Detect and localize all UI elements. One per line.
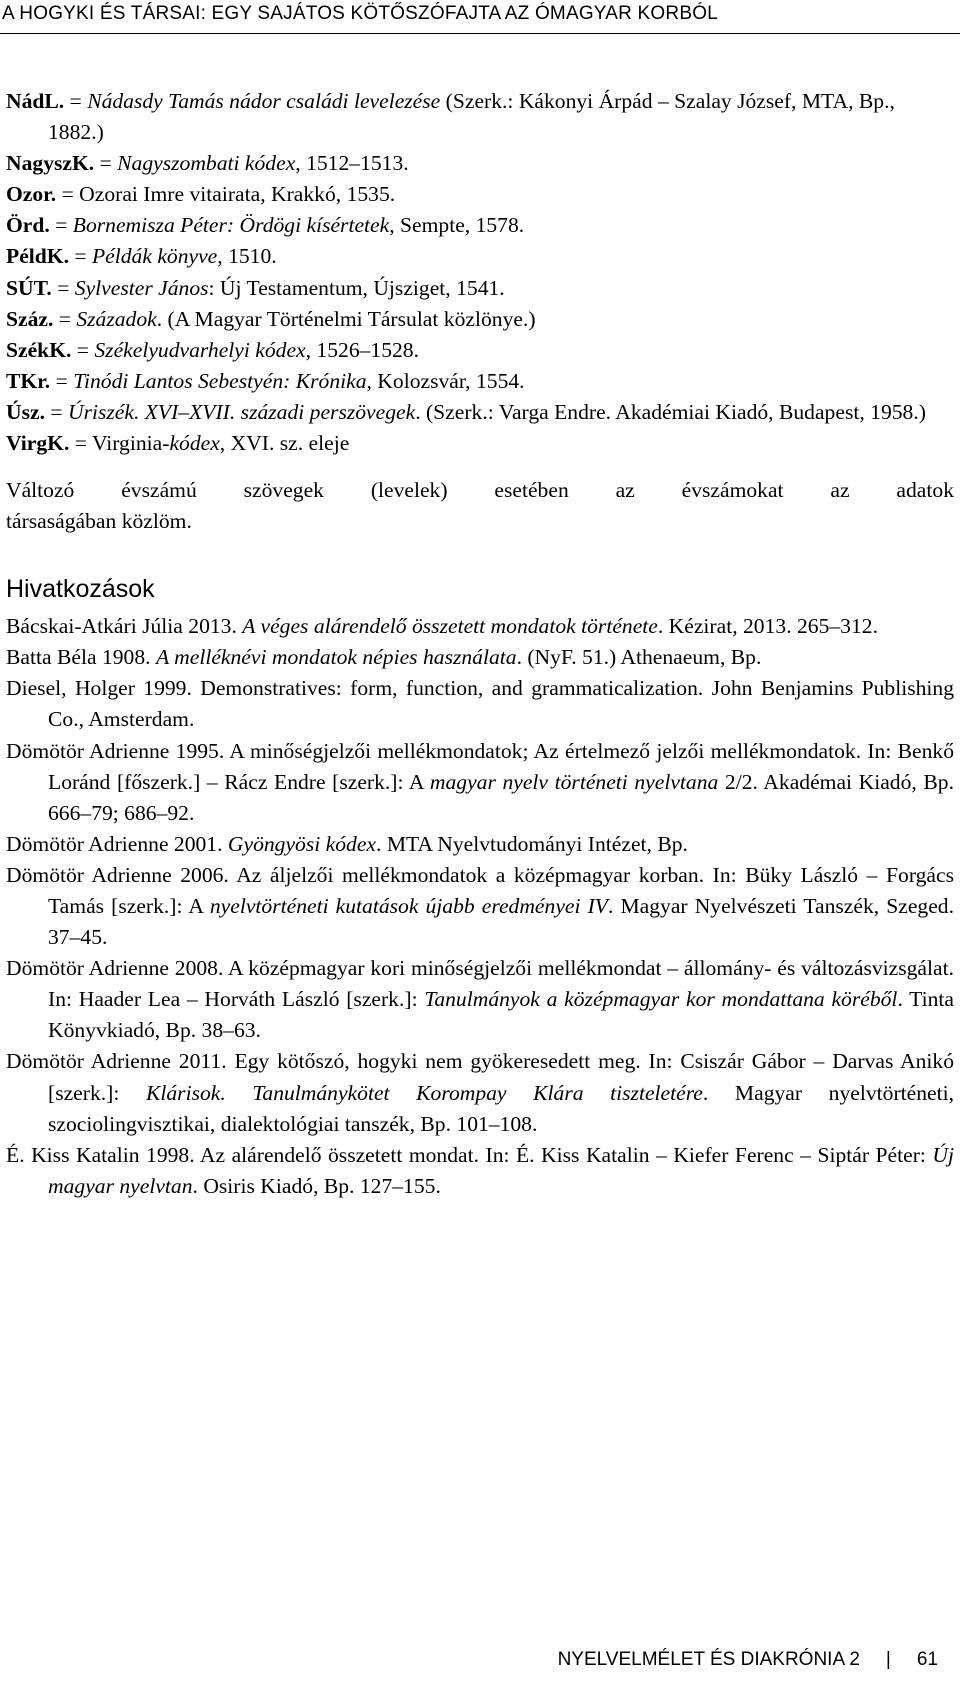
footer-separator: | (885, 1649, 891, 1670)
reference-entry: Dömötör Adrienne 2001. Gyöngyösi kódex. MTA Nyelvtudományi Intézet, Bp. (6, 831, 688, 856)
abbreviation-entry: Ozor. = Ozorai Imre vitairata, Krakkó, 1535. (6, 182, 396, 207)
abbreviation-entry: SÚT. = Sylvester János: Új Testamentum, Újsziget, 1541. (6, 275, 505, 300)
footer-journal: NYELVELMÉLET ÉS DIAKRÓNIA 2 (557, 1649, 860, 1670)
reference-entry: Bácskai-Atkári Júlia 2013. A véges alárendelő összetett mondatok története. Kézirat, 2013. 265–312. (6, 614, 878, 639)
note-paragraph (6, 475, 954, 537)
reference-entry: Diesel, Holger 1999. Demonstratives: form, function, and grammaticalization. John Benjamins Publishing Co., Amsterdam. (6, 676, 954, 732)
reference-entry: Dömötör Adrienne 2008. A középmagyar kori minőségjelzői mellékmondat – állomány- és változásvizsgálat. In: Haader Lea – Horváth László [szerk.]: Tanulmányok a középmagyar kor mondattana köréből. Tinta Könyvkiadó, Bp. 38–63. (6, 956, 954, 1043)
reference-entry: Dömötör Adrienne 1995. A minőségjelzői mellékmondatok; Az értelmező jelzői mellékmondatok. In: Benkő Loránd [főszerk.] – Rácz Endre [szerk.]: A magyar nyelv történeti nyelvtana 2/2. Akadémai Kiadó, Bp. 666–79; 686–92. (6, 738, 954, 825)
page-content (6, 86, 954, 1202)
section-title-references: Hivatkozások (6, 575, 155, 604)
abbreviation-entry: TKr. = Tinódi Lantos Sebestyén: Krónika, Kolozsvár, 1554. (6, 368, 525, 393)
reference-entry: Dömötör Adrienne 2011. Egy kötőszó, hogyki nem gyökeresedett meg. In: Csiszár Gábor – Darvas Anikó [szerk.]: Klárisok. Tanulmánykötet Korompay Klára tiszteletére. Magyar nyelvtörténeti, szociolingvisztikai, dialektológiai tanszék, Bp. 101–108. (6, 1049, 954, 1136)
reference-list (6, 611, 954, 1202)
abbreviation-list (6, 86, 954, 459)
abbreviation-entry: Örd. = Bornemisza Péter: Ördögi kísértetek, Sempte, 1578. (6, 213, 525, 238)
abbreviation-entry: PéldK. = Példák könyve, 1510. (6, 244, 277, 269)
page-footer (558, 1648, 938, 1672)
abbreviation-entry: SzékK. = Székelyudvarhelyi kódex, 1526–1528. (6, 337, 419, 362)
note-line: Változó évszámú szövegek (levelek) esetében az évszámokat az adatok (6, 478, 954, 503)
running-header-title: A HOGYKI ÉS TÁRSAI: EGY SAJÁTOS KÖTŐSZÓFAJTA AZ ÓMAGYAR KORBÓL (2, 3, 718, 24)
page-number: 61 (916, 1649, 938, 1670)
reference-entry: Batta Béla 1908. A melléknévi mondatok népies használata. (NyF. 51.) Athenaeum, Bp. (6, 645, 762, 670)
reference-entry: Dömötör Adrienne 2006. Az áljelzői mellékmondatok a középmagyar korban. In: Büky László – Forgács Tamás [szerk.]: A nyelvtörténeti kutatások újabb eredményei IV. Magyar Nyelvészeti Tanszék, Szeged. 37–45. (6, 862, 954, 950)
abbreviation-entry: Úsz. = Úriszék. XVI–XVII. századi perszövegek. (Szerk.: Varga Endre. Akadémiai Kiadó, Budapest, 1958.) (6, 399, 926, 424)
abbreviation-entry: NádL. = Nádasdy Tamás nádor családi levelezése (Szerk.: Kákonyi Árpád – Szalay József, MTA, Bp., 1882.) (6, 89, 895, 145)
reference-entry: É. Kiss Katalin 1998. Az alárendelő összetett mondat. In: É. Kiss Katalin – Kiefer Ferenc – Siptár Péter: Új magyar nyelvtan. Osiris Kiadó, Bp. 127–155. (6, 1142, 954, 1198)
abbreviation-entry: NagyszK. = Nagyszombati kódex, 1512–1513. (6, 151, 409, 176)
note-line: társaságában közlöm. (6, 509, 192, 534)
abbreviation-entry: VirgK. = Virginia-kódex, XVI. sz. eleje (6, 431, 350, 456)
running-header (0, 0, 960, 34)
abbreviation-entry: Száz. = Századok. (A Magyar Történelmi Társulat közlönye.) (6, 306, 536, 331)
